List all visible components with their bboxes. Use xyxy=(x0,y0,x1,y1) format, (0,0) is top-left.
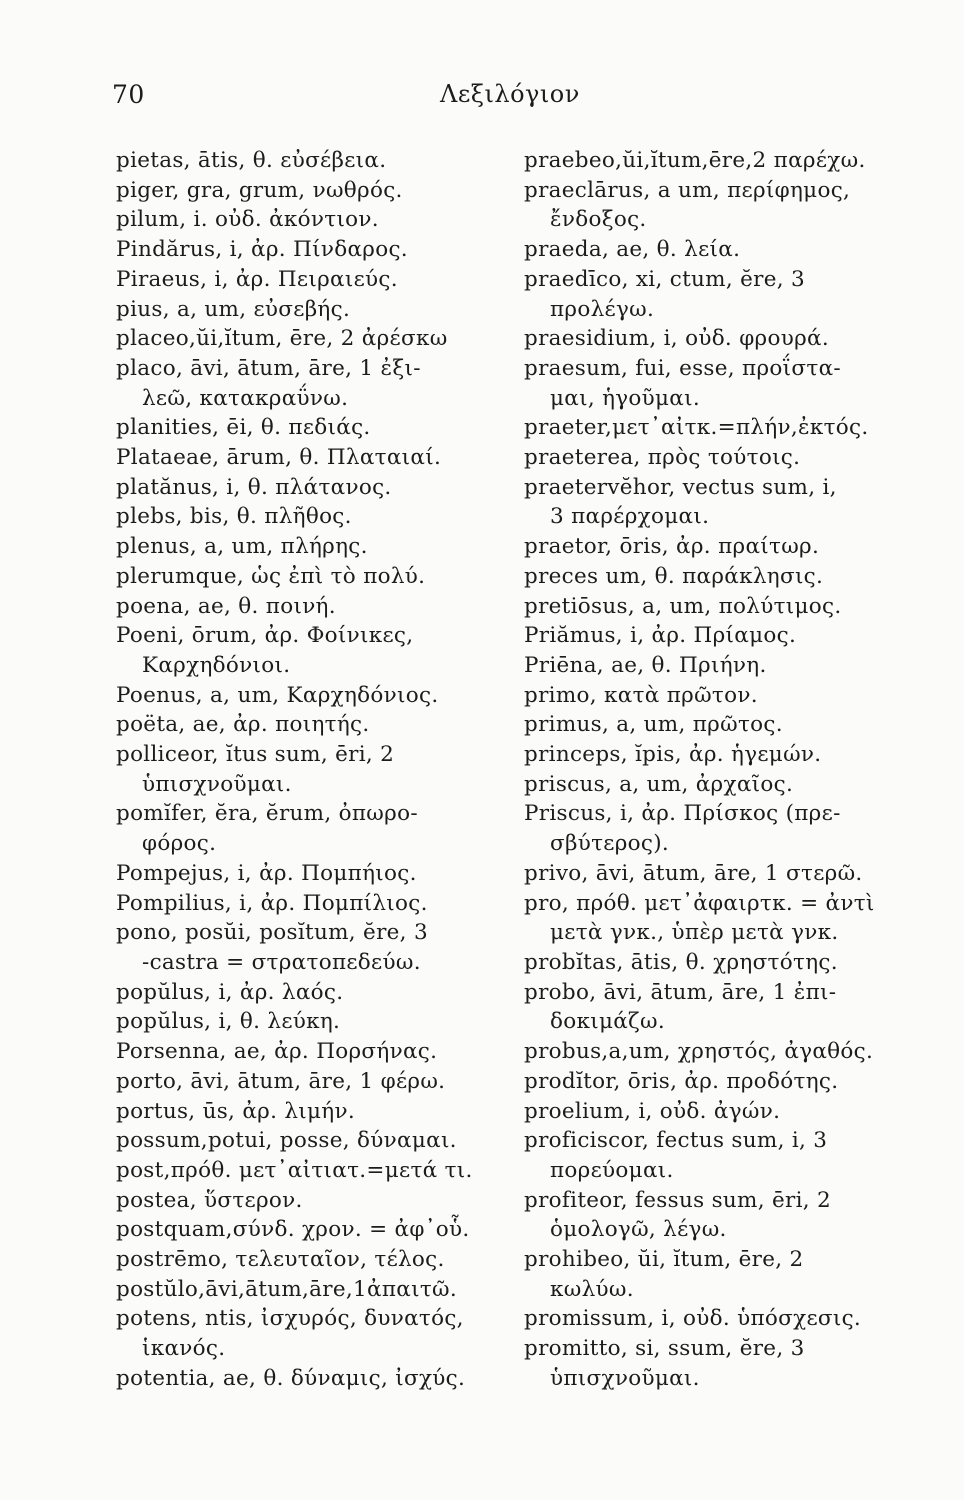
entry-headline: popŭlus, i, ἀρ. λαός. xyxy=(116,979,344,1005)
entry-headline: proficiscor, fectus sum, i, 3 xyxy=(524,1128,828,1154)
dictionary-entry xyxy=(524,681,914,711)
entry-headline: planities, ēi, θ. πεδιάς. xyxy=(116,415,371,441)
dictionary-entry xyxy=(116,621,504,680)
dictionary-entry xyxy=(524,146,914,176)
dictionary-entry xyxy=(116,1097,504,1127)
entry-headline: possum,potui, posse, δύναμαι. xyxy=(116,1128,457,1154)
entry-headline: postrēmo, τελευταῖον, τέλος. xyxy=(116,1247,445,1273)
entry-headline: praetervĕhor, vectus sum, i, xyxy=(524,474,837,500)
dictionary-entry xyxy=(524,443,914,473)
entry-headline: priscus, a, um, ἀρχαῖος. xyxy=(524,771,794,797)
entry-headline: platănus, i, θ. πλάτανος. xyxy=(116,474,392,500)
dictionary-entry xyxy=(524,176,914,235)
entry-headline: postŭlo,āvi,ātum,āre,1ἀπαιτῶ. xyxy=(116,1276,457,1302)
dictionary-entry xyxy=(116,1126,504,1156)
entry-continuation: σβύτερος). xyxy=(550,831,670,857)
entry-headline: placeo,ŭi,ĭtum, ēre, 2 ἀρέσκω xyxy=(116,326,448,352)
dictionary-entry xyxy=(116,562,504,592)
dictionary-entry xyxy=(524,473,914,532)
dictionary-entry xyxy=(116,176,504,206)
entry-headline: plebs, bis, θ. πλῆθος. xyxy=(116,504,352,530)
entry-headline: praetor, ōris, ἀρ. πραίτωρ. xyxy=(524,534,820,560)
dictionary-entry xyxy=(116,146,504,176)
entry-headline: pono, posŭi, posĭtum, ĕre, 3 xyxy=(116,920,428,946)
dictionary-entry xyxy=(524,1245,914,1304)
entry-headline: Pindărus, i, ἀρ. Πίνδαρος. xyxy=(116,237,408,263)
entry-headline: polliceor, ĭtus sum, ēri, 2 xyxy=(116,742,395,768)
entry-headline: plerumque, ὡς ἐπὶ τὸ πολύ. xyxy=(116,563,426,589)
dictionary-entry xyxy=(116,799,504,858)
entry-headline: pretiōsus, a, um, πολύτιμος. xyxy=(524,593,842,619)
entry-headline: piger, gra, grum, νωθρός. xyxy=(116,177,403,203)
dictionary-entry xyxy=(524,1186,914,1245)
page-header xyxy=(0,80,964,116)
entry-continuation: φόρος. xyxy=(142,831,217,857)
entry-continuation: Καρχηδόνιοι. xyxy=(142,652,291,678)
entry-headline: prohibeo, ŭi, ĭtum, ēre, 2 xyxy=(524,1247,804,1273)
dictionary-entry xyxy=(524,1126,914,1185)
dictionary-entry xyxy=(524,799,914,858)
dictionary-entry xyxy=(524,621,914,651)
dictionary-entry xyxy=(116,1215,504,1245)
entry-headline: Porsenna, ae, ἀρ. Πορσήνας. xyxy=(116,1039,438,1065)
entry-headline: pro, πρόθ. μετ᾽ἀφαιρτκ. = ἀντὶ xyxy=(524,890,875,916)
dictionary-entry xyxy=(116,681,504,711)
entry-headline: potens, ntis, ἰσχυρός, δυνατός, xyxy=(116,1306,464,1332)
entry-headline: porto, āvi, ātum, āre, 1 φέρω. xyxy=(116,1068,446,1094)
entry-headline: poëta, ae, ἀρ. ποιητής. xyxy=(116,712,370,738)
entry-headline: Piraeus, i, ἀρ. Πειραιεύς. xyxy=(116,266,398,292)
entry-headline: praeter,μετ᾽αἰτκ.=πλήν,ἐκτός. xyxy=(524,415,869,441)
entry-headline: promitto, si, ssum, ĕre, 3 xyxy=(524,1336,805,1362)
entry-headline: Plataeae, ārum, θ. Πλαταιαί. xyxy=(116,445,442,471)
dictionary-entry xyxy=(524,948,914,978)
dictionary-entry xyxy=(524,562,914,592)
entry-headline: Priēna, ae, θ. Πριήνη. xyxy=(524,652,767,678)
entry-headline: princeps, ĭpis, ἀρ. ἡγεμών. xyxy=(524,742,822,768)
entry-headline: praeda, ae, θ. λεία. xyxy=(524,237,741,263)
entry-headline: profiteor, fessus sum, ēri, 2 xyxy=(524,1187,832,1213)
entry-continuation: πορεύομαι. xyxy=(550,1157,674,1183)
dictionary-entry xyxy=(116,1067,504,1097)
entry-headline: probo, āvi, ātum, āre, 1 ἐπι- xyxy=(524,979,837,1005)
entry-headline: proelium, i, οὐδ. ἀγών. xyxy=(524,1098,781,1124)
entry-headline: portus, ūs, ἀρ. λιμήν. xyxy=(116,1098,355,1124)
entry-headline: primus, a, um, πρῶτος. xyxy=(524,712,783,738)
right-column xyxy=(524,146,914,1394)
entry-headline: primo, κατὰ πρῶτον. xyxy=(524,682,758,708)
dictionary-entry xyxy=(116,502,504,532)
dictionary-entry xyxy=(116,413,504,443)
entry-headline: Priămus, i, ἀρ. Πρίαμος. xyxy=(524,623,797,649)
dictionary-entry xyxy=(116,532,504,562)
entry-headline: Poenus, a, um, Καρχηδόνιος. xyxy=(116,682,439,708)
dictionary-entry xyxy=(116,710,504,740)
page-number: 70 xyxy=(112,80,145,109)
entry-headline: praebeo,ŭi,ĭtum,ēre,2 παρέχω. xyxy=(524,148,866,173)
dictionary-entry xyxy=(116,592,504,622)
entry-headline: praeterea, πρὸς τούτοις. xyxy=(524,445,801,471)
left-column xyxy=(116,146,504,1394)
dictionary-entry xyxy=(116,1245,504,1275)
dictionary-entry xyxy=(524,859,914,889)
entry-headline: pius, a, um, εὐσεβής. xyxy=(116,296,351,322)
dictionary-entry xyxy=(116,978,504,1008)
dictionary-entry xyxy=(524,1097,914,1127)
dictionary-entry xyxy=(524,651,914,681)
entry-headline: praedīco, xi, ctum, ĕre, 3 xyxy=(524,266,806,292)
entry-headline: prodĭtor, ōris, ἀρ. προδότης. xyxy=(524,1068,839,1094)
dictionary-entry xyxy=(524,265,914,324)
dictionary-entry xyxy=(116,205,504,235)
entry-headline: praesum, fui, esse, προΐστα- xyxy=(524,355,841,381)
dictionary-entry xyxy=(116,1156,504,1186)
dictionary-entry xyxy=(524,1037,914,1067)
dictionary-entry xyxy=(524,1334,914,1393)
entry-continuation: κωλύω. xyxy=(550,1276,634,1302)
dictionary-entry xyxy=(116,1037,504,1067)
entry-headline: privo, āvi, ātum, āre, 1 στερῶ. xyxy=(524,860,863,886)
entry-headline: promissum, i, οὐδ. ὑπόσχεσις. xyxy=(524,1306,862,1332)
entry-headline: pomĭfer, ĕra, ĕrum, ὀπωρο- xyxy=(116,801,418,827)
entry-continuation: -castra = στρατοπεδεύω. xyxy=(142,949,421,975)
dictionary-entry xyxy=(524,770,914,800)
entry-headline: Poeni, ōrum, ἀρ. Φοίνικες, xyxy=(116,623,414,649)
entry-continuation: δοκιμάζω. xyxy=(550,1009,665,1035)
dictionary-entry xyxy=(116,889,504,919)
dictionary-entry xyxy=(524,324,914,354)
entry-continuation: ὑπισχνοῦμαι. xyxy=(142,771,292,797)
entry-headline: poena, ae, θ. ποινή. xyxy=(116,593,336,619)
dictionary-entry xyxy=(116,918,504,977)
dictionary-entry xyxy=(116,1304,504,1363)
dictionary-entry xyxy=(116,859,504,889)
entry-continuation: μετὰ γνκ., ὑπὲρ μετὰ γνκ. xyxy=(550,920,839,946)
entry-headline: preces um, θ. παράκλησις. xyxy=(524,563,824,589)
dictionary-entry xyxy=(524,710,914,740)
entry-headline: Pompilius, i, ἀρ. Πομπίλιος. xyxy=(116,890,428,916)
entry-headline: post,πρόθ. μετ᾽αἰτιατ.=μετά τι. xyxy=(116,1157,473,1183)
entry-headline: postea, ὕστερον. xyxy=(116,1187,303,1213)
entry-headline: Priscus, i, ἀρ. Πρίσκος (πρε- xyxy=(524,801,841,827)
dictionary-entry xyxy=(116,740,504,799)
entry-headline: praesidium, i, οὐδ. φρουρά. xyxy=(524,326,830,352)
dictionary-entry xyxy=(116,473,504,503)
dictionary-entry xyxy=(116,354,504,413)
entry-headline: pilum, i. οὐδ. ἀκόντιον. xyxy=(116,207,379,233)
dictionary-entry xyxy=(116,235,504,265)
dictionary-entry xyxy=(116,1364,504,1394)
entry-continuation: ἱκανός. xyxy=(142,1336,226,1362)
entry-continuation: ὑπισχνοῦμαι. xyxy=(550,1365,700,1391)
dictionary-entry xyxy=(116,324,504,354)
dictionary-entry xyxy=(524,413,914,443)
entry-continuation: προλέγω. xyxy=(550,296,655,322)
running-title: Λεξιλόγιον xyxy=(440,80,580,108)
entry-headline: pietas, ātis, θ. εὐσέβεια. xyxy=(116,148,387,173)
dictionary-entry xyxy=(116,265,504,295)
entry-continuation: 3 παρέρχομαι. xyxy=(550,504,710,530)
entry-headline: postquam,σύνδ. χρον. = ἀφ᾽οὗ. xyxy=(116,1217,470,1243)
entry-headline: plenus, a, um, πλήρης. xyxy=(116,534,368,560)
entry-continuation: ἔνδοξος. xyxy=(550,207,647,233)
dictionary-entry xyxy=(524,1067,914,1097)
dictionary-entry xyxy=(524,532,914,562)
entry-headline: Pompejus, i, ἀρ. Πομπήιος. xyxy=(116,860,417,886)
entry-headline: potentia, ae, θ. δύναμις, ἰσχύς. xyxy=(116,1365,466,1391)
dictionary-entry xyxy=(524,978,914,1037)
dictionary-entry xyxy=(524,889,914,948)
dictionary-entry xyxy=(116,1007,504,1037)
entry-headline: probĭtas, ātis, θ. χρηστότης. xyxy=(524,949,838,975)
dictionary-entry xyxy=(116,443,504,473)
entry-headline: placo, āvi, ātum, āre, 1 ἐξι- xyxy=(116,355,421,381)
entry-headline: praeclārus, a um, περίφημος, xyxy=(524,177,851,203)
dictionary-entry xyxy=(524,1304,914,1334)
entry-headline: probus,a,um, χρηστός, ἀγαθός. xyxy=(524,1039,874,1065)
entry-continuation: ὁμολογῶ, λέγω. xyxy=(550,1217,727,1243)
dictionary-entry xyxy=(116,1275,504,1305)
dictionary-entry xyxy=(524,235,914,265)
entry-continuation: μαι, ἡγοῦμαι. xyxy=(550,385,700,411)
dictionary-entry xyxy=(524,740,914,770)
dictionary-entry xyxy=(524,592,914,622)
dictionary-entry xyxy=(524,354,914,413)
entry-continuation: λεῶ, κατακραΰνω. xyxy=(142,385,349,411)
dictionary-entry xyxy=(116,1186,504,1216)
dictionary-entry xyxy=(116,295,504,325)
entry-headline: popŭlus, i, θ. λεύκη. xyxy=(116,1009,341,1035)
